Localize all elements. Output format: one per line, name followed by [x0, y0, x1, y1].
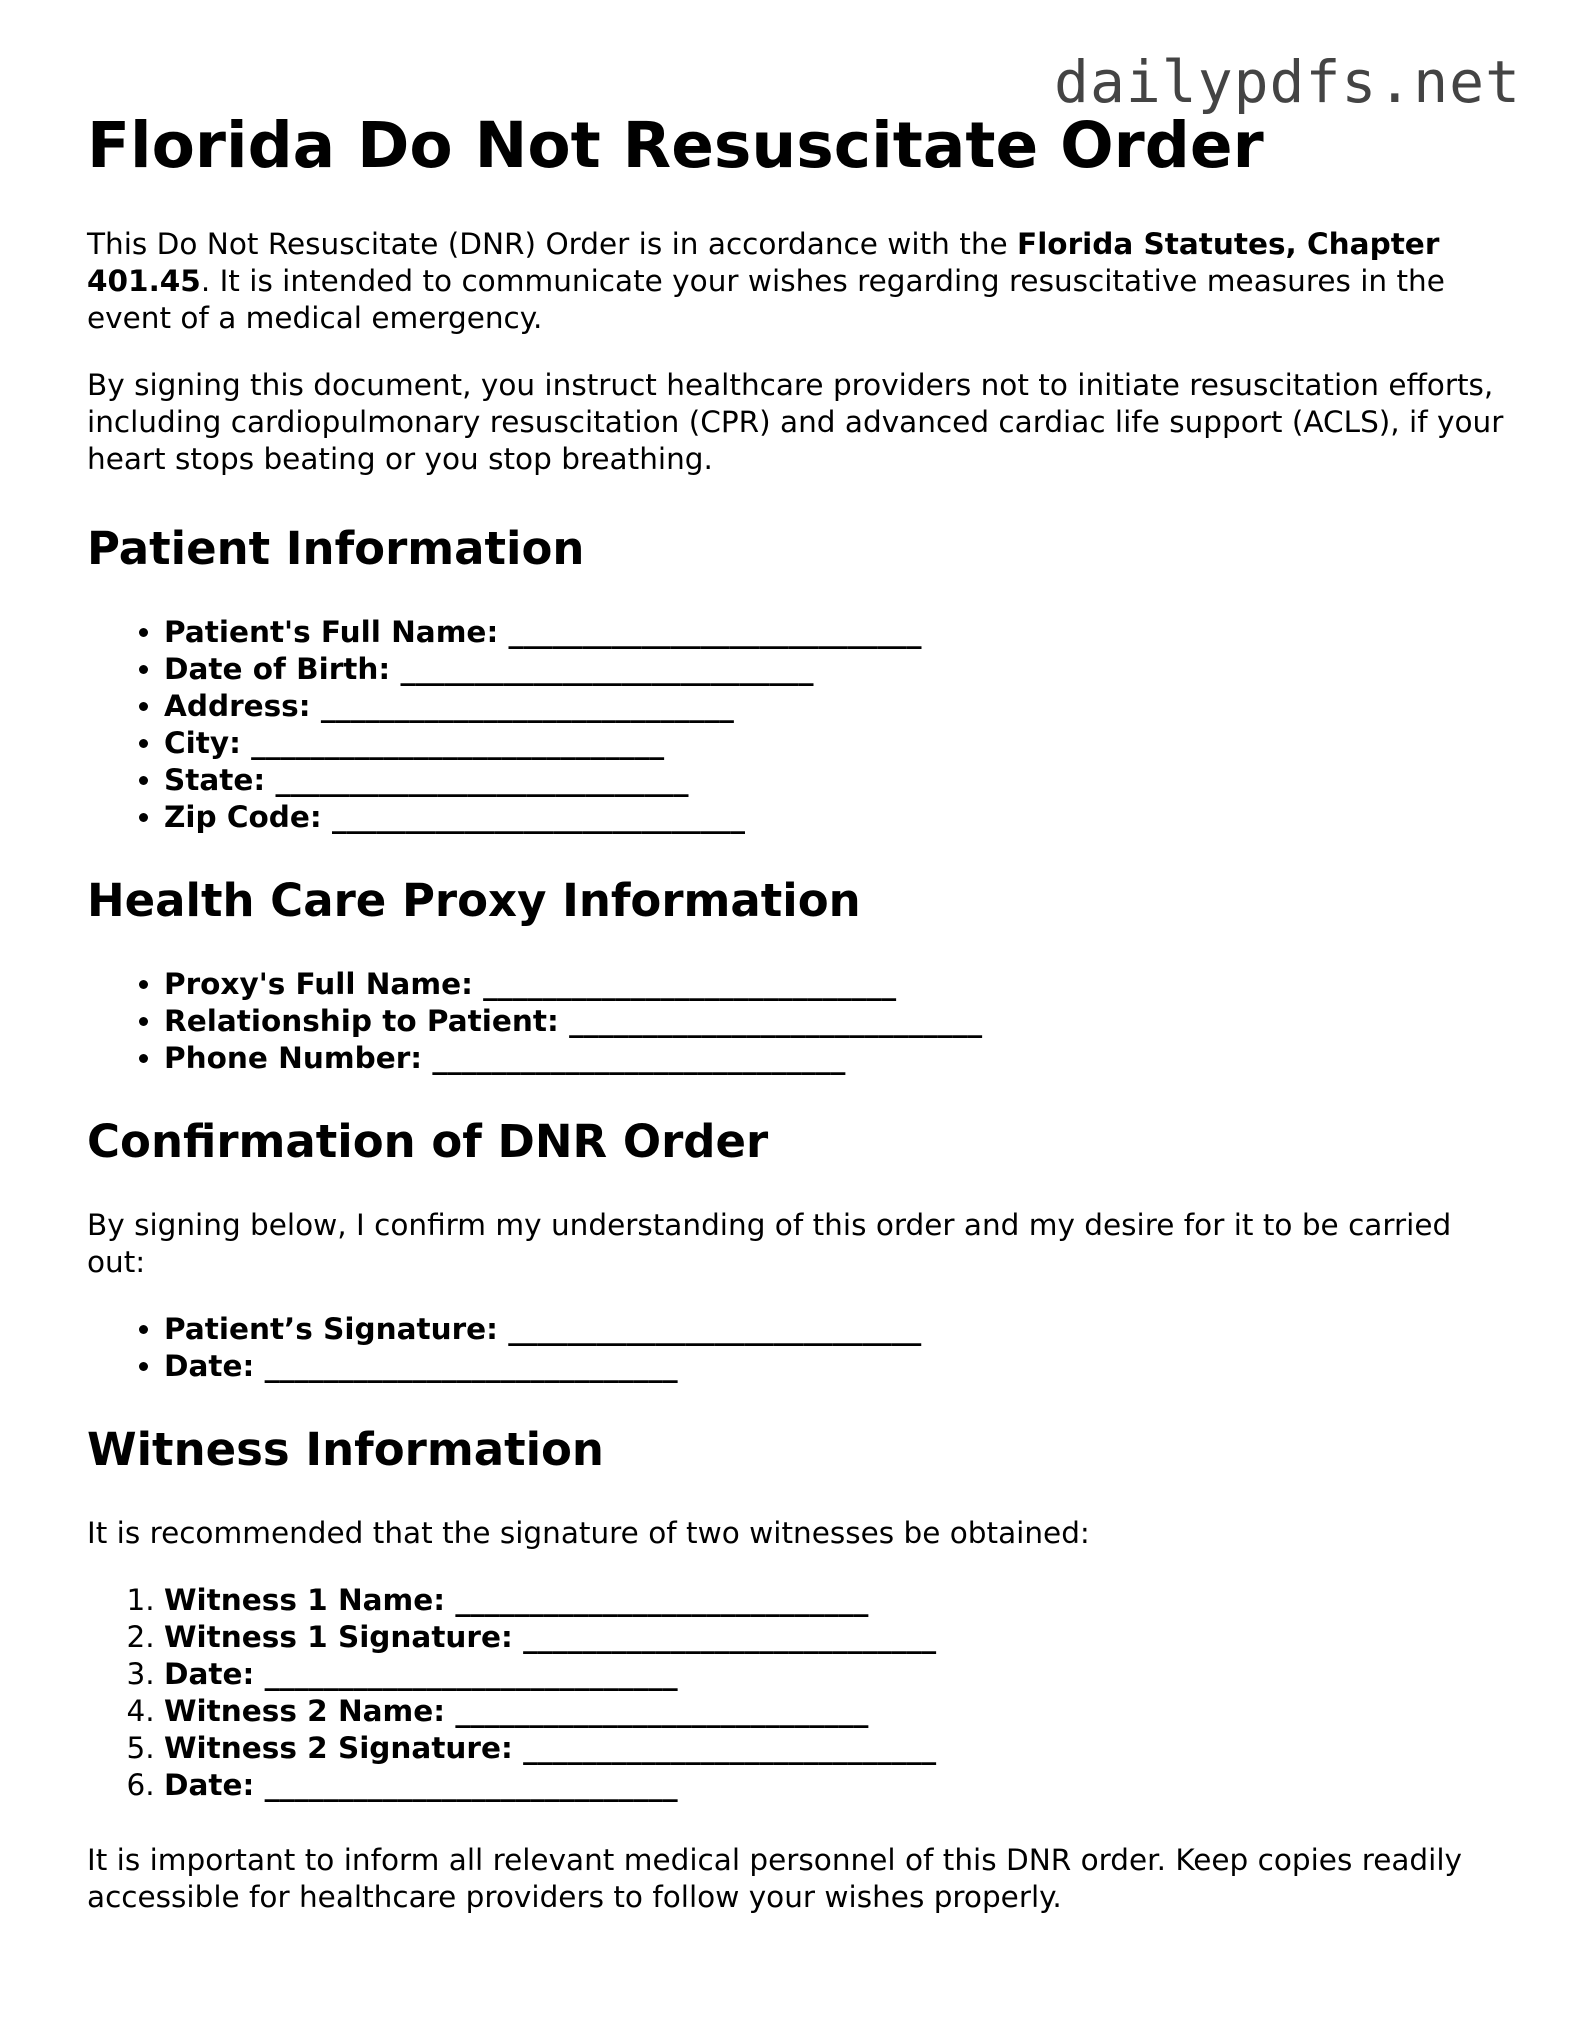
patient-signature-date-field[interactable]	[164, 1348, 1507, 1385]
field-label: Phone Number:	[164, 1041, 423, 1075]
blank-line[interactable]: ____________________________	[275, 763, 689, 797]
watermark: dailypdfs.net	[1054, 48, 1521, 116]
field-label: City:	[164, 726, 241, 760]
witness-2-name-field[interactable]	[164, 1693, 1507, 1730]
proxy-field-list	[87, 966, 1507, 1077]
zip-code-field[interactable]	[164, 799, 1507, 836]
date-of-birth-field[interactable]	[164, 651, 1507, 688]
blank-line[interactable]: ____________________________	[264, 1768, 678, 1802]
blank-line[interactable]: ____________________________	[264, 1349, 678, 1383]
blank-line[interactable]: ____________________________	[483, 967, 897, 1001]
proxy-info-heading: Health Care Proxy Information	[87, 874, 861, 927]
blank-line[interactable]: ____________________________	[508, 615, 922, 649]
blank-line[interactable]: ____________________________	[455, 1583, 869, 1617]
page-title: Florida Do Not Resuscitate Order	[87, 109, 1264, 182]
field-label: Witness 1 Signature:	[164, 1620, 513, 1654]
field-label: Date:	[164, 1657, 255, 1691]
intro-text-end: . It is intended to communicate your wishes regarding resuscitative measures in the event of a medical emergency.	[87, 264, 1445, 335]
blank-line[interactable]: ____________________________	[251, 726, 665, 760]
intro-paragraph-1	[87, 226, 1507, 337]
blank-line[interactable]: ____________________________	[455, 1694, 869, 1728]
witness-text: It is recommended that the signature of two witnesses be obtained:	[87, 1516, 1090, 1550]
field-label: Address:	[164, 689, 311, 723]
blank-line[interactable]: ____________________________	[320, 689, 734, 723]
blank-line[interactable]: ____________________________	[569, 1004, 983, 1038]
document	[87, 110, 1507, 1946]
proxy-name-field[interactable]	[164, 966, 1507, 1003]
intro-text-start: This Do Not Resuscitate (DNR) Order is in accordance with the	[87, 227, 1018, 261]
field-label: Witness 2 Name:	[164, 1694, 446, 1728]
patient-signature-field[interactable]	[164, 1311, 1507, 1348]
field-label: Date:	[164, 1349, 255, 1383]
witness-1-date-field[interactable]	[164, 1656, 1507, 1693]
patient-name-field[interactable]	[164, 614, 1507, 651]
field-label: Date:	[164, 1768, 255, 1802]
witness-1-signature-field[interactable]	[164, 1619, 1507, 1656]
witness-field-list	[87, 1582, 1507, 1804]
blank-line[interactable]: ____________________________	[332, 800, 746, 834]
field-label: Zip Code:	[164, 800, 322, 834]
witness-1-name-field[interactable]	[164, 1582, 1507, 1619]
statute-reference: Florida Statutes, Chapter 401.45	[87, 227, 1440, 298]
field-label: Witness 1 Name:	[164, 1583, 446, 1617]
witness-2-signature-field[interactable]	[164, 1730, 1507, 1767]
blank-line[interactable]: ____________________________	[523, 1620, 937, 1654]
blank-line[interactable]: ____________________________	[508, 1312, 922, 1346]
field-label: Relationship to Patient:	[164, 1004, 559, 1038]
patient-info-heading: Patient Information	[87, 522, 585, 575]
intro-paragraph-2: By signing this document, you instruct healthcare providers not to initiate resuscitation efforts, including cardiopulmonary resuscitation (CPR) and advanced cardiac life support (ACLS), if your heart stops beating or you stop breathing.	[87, 368, 1504, 476]
city-field[interactable]	[164, 725, 1507, 762]
confirmation-text: By signing below, I confirm my understanding of this order and my desire for it to be carried out:	[87, 1208, 1452, 1279]
address-field[interactable]	[164, 688, 1507, 725]
confirmation-heading: Confirmation of DNR Order	[87, 1115, 769, 1168]
phone-number-field[interactable]	[164, 1040, 1507, 1077]
patient-field-list	[87, 614, 1507, 836]
field-label: State:	[164, 763, 266, 797]
relationship-field[interactable]	[164, 1003, 1507, 1040]
field-label: Patient’s Signature:	[164, 1312, 498, 1346]
blank-line[interactable]: ____________________________	[400, 652, 814, 686]
witness-heading: Witness Information	[87, 1423, 604, 1476]
state-field[interactable]	[164, 762, 1507, 799]
blank-line[interactable]: ____________________________	[432, 1041, 846, 1075]
blank-line[interactable]: ____________________________	[523, 1731, 937, 1765]
field-label: Witness 2 Signature:	[164, 1731, 513, 1765]
field-label: Proxy's Full Name:	[164, 967, 473, 1001]
field-label: Patient's Full Name:	[164, 615, 499, 649]
confirmation-field-list	[87, 1311, 1507, 1385]
blank-line[interactable]: ____________________________	[264, 1657, 678, 1691]
field-label: Date of Birth:	[164, 652, 391, 686]
closing-text: It is important to inform all relevant medical personnel of this DNR order. Keep copies readily accessible for healthcare providers to follow your wishes properly.	[87, 1843, 1462, 1914]
witness-2-date-field[interactable]	[164, 1767, 1507, 1804]
